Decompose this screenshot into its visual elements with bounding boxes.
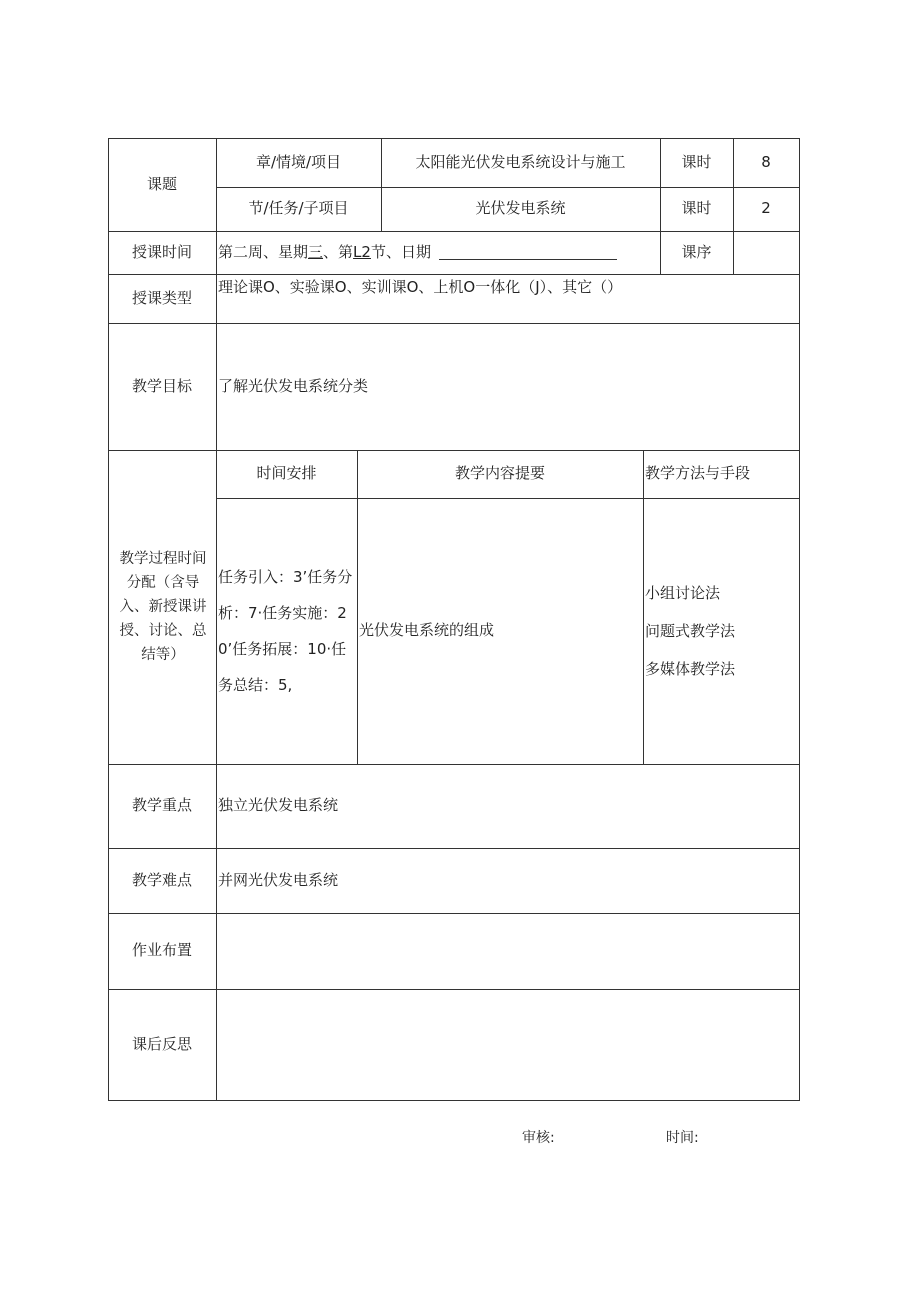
lesson-order-label: 课序 xyxy=(681,242,712,261)
section-hours-label: 课时 xyxy=(681,199,712,218)
difficult-points-label: 教学难点 xyxy=(131,870,192,889)
key-points-value: 独立光伏发电系统 xyxy=(218,796,339,815)
header-time-arrangement: 时间安排 xyxy=(256,464,317,483)
date-blank-line xyxy=(439,245,617,260)
column-divider xyxy=(216,138,217,1100)
section-hours-value: 2 xyxy=(761,199,771,218)
column-divider xyxy=(643,450,644,764)
teaching-goal-value: 了解光伏发电系统分类 xyxy=(218,376,369,395)
teaching-type-value: 理论课O、实验课O、实训课O、上机O一体化（J）、其它（） xyxy=(218,278,623,296)
teaching-time-text-a: 第二周、星期 xyxy=(218,242,309,261)
teaching-time-value xyxy=(218,231,660,274)
homework-label: 作业布置 xyxy=(131,941,192,960)
teaching-goal-label: 教学目标 xyxy=(131,376,192,395)
teaching-time-label: 授课时间 xyxy=(131,242,192,261)
period-value: L2 xyxy=(353,242,371,261)
homework-value xyxy=(218,913,798,989)
reflection-label: 课后反思 xyxy=(131,1034,192,1053)
method-item: 小组讨论法 xyxy=(645,584,721,602)
chapter-value: 太阳能光伏发电系统设计与施工 xyxy=(415,152,626,171)
table-border-right xyxy=(799,138,800,1100)
difficult-points-value: 并网光伏发电系统 xyxy=(218,870,339,889)
header-content-summary: 教学内容提要 xyxy=(454,464,545,483)
chapter-label: 章/情境/项目 xyxy=(255,152,342,171)
section-value: 光伏发电系统 xyxy=(475,199,566,218)
teaching-time-text-c: 节、日期 xyxy=(370,242,431,261)
header-methods: 教学方法与手段 xyxy=(645,464,751,483)
review-label: 审核: xyxy=(522,1130,555,1146)
teaching-time-text-b: 、第 xyxy=(323,242,354,261)
methods-list xyxy=(645,498,799,764)
time-label: 时间: xyxy=(666,1130,699,1146)
reflection-value xyxy=(218,989,798,1100)
time-arrangement-value: 任务引入：3’任务分析：7·任务实施：20’任务拓展：10·任务总结：5, xyxy=(218,568,353,694)
section-label: 节/任务/子项目 xyxy=(248,199,349,218)
teaching-process-label: 教学过程时间分配（含导入、新授课讲授、讨论、总结等） xyxy=(119,551,207,663)
content-summary-value: 光伏发电系统的组成 xyxy=(359,621,495,640)
table-border-bottom xyxy=(108,1100,800,1101)
method-item: 多媒体教学法 xyxy=(645,660,736,678)
lesson-order-value xyxy=(733,231,799,274)
topic-label: 课题 xyxy=(146,174,177,193)
method-item: 问题式教学法 xyxy=(645,622,736,640)
chapter-hours-label: 课时 xyxy=(681,152,712,171)
chapter-hours-value: 8 xyxy=(761,152,771,171)
teaching-type-label: 授课类型 xyxy=(131,288,192,307)
key-points-label: 教学重点 xyxy=(131,796,192,815)
weekday-value: 三 xyxy=(308,242,324,261)
